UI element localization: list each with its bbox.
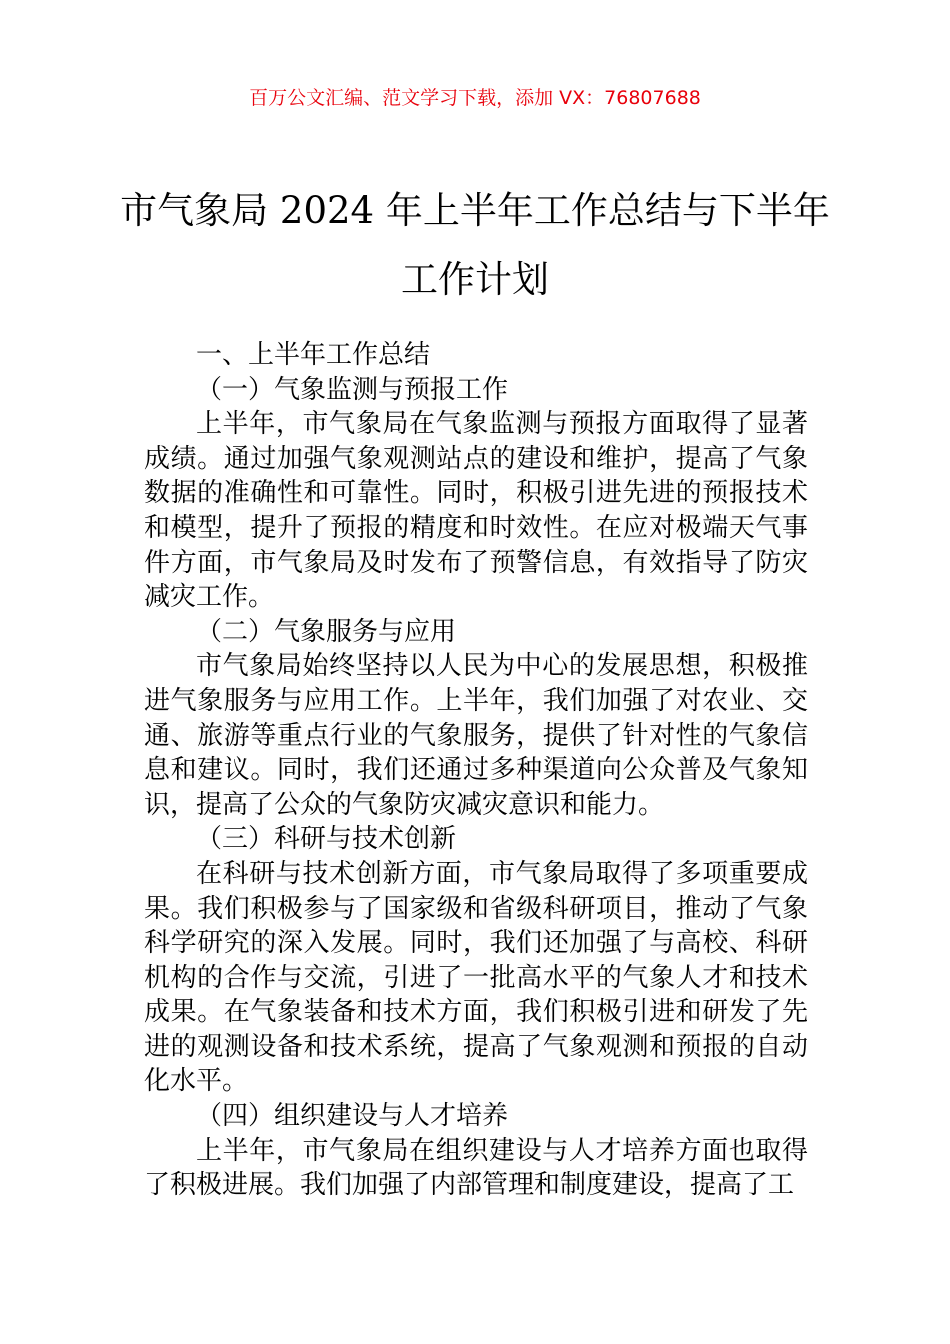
paragraph-2: 市气象局始终坚持以人民为中心的发展思想，积极推进气象服务与应用工作。上半年，我们加强了对农业、交通、旅游等重点行业的气象服务，提供了针对性的气象信息和建议。同时，我们还通过多种渠道向公众普及气象知识，提高了公众的气象防灾减灾意识和能力。 [144, 651, 808, 820]
paragraph-1: 上半年，市气象局在气象监测与预报方面取得了显著成绩。通过加强气象观测站点的建设和维护，提高了气象数据的准确性和可靠性。同时，积极引进先进的预报技术和模型，提升了预报的精度和时效性。在应对极端天气事件方面，市气象局及时发布了预警信息，有效指导了防灾减灾工作。 [144, 409, 808, 613]
subsection-heading-1: （一）气象监测与预报工作 [196, 374, 509, 405]
paragraph-3: 在科研与技术创新方面，市气象局取得了多项重要成果。我们积极参与了国家级和省级科研项目，推动了气象科学研究的深入发展。同时，我们还加强了与高校、科研机构的合作与交流，引进了一批高水平的气象人才和技术成果。在气象装备和技术方面，我们积极引进和研发了先进的观测设备和技术系统，提高了气象观测和预报的自动化水平。 [144, 858, 808, 1097]
title-line-1: 市气象局 2024 年上半年工作总结与下半年 [120, 189, 830, 232]
subsection-heading-2: （二）气象服务与应用 [196, 616, 457, 647]
paragraph-4: 上半年，市气象局在组织建设与人才培养方面也取得了积极进展。我们加强了内部管理和制度建设，提高了工 [144, 1135, 808, 1201]
title-line-2: 工作计划 [401, 258, 549, 301]
subsection-heading-3: （三）科研与技术创新 [196, 824, 457, 855]
section-heading-1: 一、上半年工作总结 [196, 340, 431, 370]
document-body [144, 338, 808, 1203]
subsection-heading-4: （四）组织建设与人才培养 [196, 1101, 509, 1132]
promo-banner: 百万公文汇编、范文学习下载，添加 VX：76807688 [249, 87, 701, 109]
document-title [0, 176, 950, 314]
